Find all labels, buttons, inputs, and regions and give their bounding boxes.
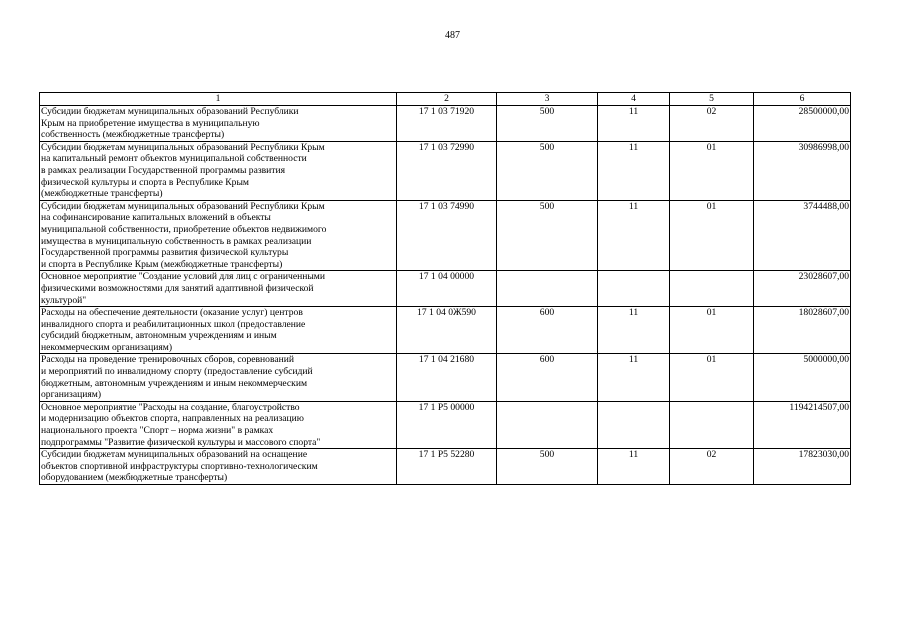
row-vr: 500 [497,141,598,200]
row-rz: 11 [598,200,670,271]
row-rz: 11 [598,307,670,354]
row-code: 17 1 04 00000 [397,271,497,307]
header-cell-5: 5 [670,93,754,106]
row-pr: 01 [670,354,754,401]
row-vr: 600 [497,307,598,354]
table-row [40,200,851,271]
row-pr [670,401,754,448]
row-name: Субсидии бюджетам муниципальных образований Республики Крым на софинансирование капитальных вложений в объекты муниципальной собственности, приобретение объектов недвижимого имущества в муниципальную собственность в рамках реализации Государственной программы развития физической культуры и спорта в Республике Крым (межбюджетные трансферты) [40,200,397,271]
row-name: Субсидии бюджетам муниципальных образований на оснащение объектов спортивной инфраструктуры спортивно-технологическим оборудованием (межбюджетные трансферты) [40,449,397,485]
header-cell-3: 3 [497,93,598,106]
header-cell-1: 1 [40,93,397,106]
table-row [40,271,851,307]
row-code: 17 1 04 21680 [397,354,497,401]
row-vr [497,271,598,307]
row-name: Субсидии бюджетам муниципальных образований Республики Крым на капитальный ремонт объектов муниципальной собственности в рамках реализации Государственной программы развития физической культуры и спорта в Республике Крым (межбюджетные трансферты) [40,141,397,200]
row-vr: 500 [497,449,598,485]
row-amount: 30986998,00 [754,141,851,200]
row-amount: 17823030,00 [754,449,851,485]
table-row [40,307,851,354]
row-amount: 23028607,00 [754,271,851,307]
row-pr [670,271,754,307]
row-name: Основное мероприятие "Создание условий для лиц с ограниченными физическими возможностями для занятий адаптивной физической культурой" [40,271,397,307]
header-cell-4: 4 [598,93,670,106]
row-amount: 5000000,00 [754,354,851,401]
budget-table [39,92,851,485]
row-vr: 500 [497,200,598,271]
row-code: 17 1 03 72990 [397,141,497,200]
row-name: Основное мероприятие "Расходы на создание, благоустройство и модернизацию объектов спорта, направленных на реализацию национального проекта "Спорт – норма жизни" в рамках подпрограммы "Развитие физической культуры и массового спорта" [40,401,397,448]
table-row [40,449,851,485]
table-row [40,141,851,200]
row-pr: 02 [670,449,754,485]
row-amount: 18028607,00 [754,307,851,354]
row-vr: 500 [497,106,598,142]
row-amount: 1194214507,00 [754,401,851,448]
row-pr: 01 [670,200,754,271]
row-pr: 02 [670,106,754,142]
row-code: 17 1 04 0Ж590 [397,307,497,354]
row-amount: 28500000,00 [754,106,851,142]
row-code: 17 1 P5 52280 [397,449,497,485]
row-name: Субсидии бюджетам муниципальных образований Республики Крым на приобретение имущества в муниципальную собственность (межбюджетные трансферты) [40,106,397,142]
row-name: Расходы на обеспечение деятельности (оказание услуг) центров инвалидного спорта и реабилитационных школ (предоставление субсидий бюджетным, автономным учреждениям и иным некоммерческим организациям) [40,307,397,354]
row-rz [598,401,670,448]
row-vr: 600 [497,354,598,401]
table-row [40,401,851,448]
row-rz: 11 [598,354,670,401]
row-code: 17 1 03 74990 [397,200,497,271]
row-name: Расходы на проведение тренировочных сборов, соревнований и мероприятий по инвалидному спорту (предоставление субсидий бюджетным, автономным учреждениям и иным некоммерческим организациям) [40,354,397,401]
header-row [40,93,851,106]
row-code: 17 1 P5 00000 [397,401,497,448]
row-rz [598,271,670,307]
row-rz: 11 [598,141,670,200]
header-cell-6: 6 [754,93,851,106]
table-row [40,106,851,142]
row-amount: 3744488,00 [754,200,851,271]
row-vr [497,401,598,448]
table-row [40,354,851,401]
row-code: 17 1 03 71920 [397,106,497,142]
page-number: 487 [445,30,460,41]
header-cell-2: 2 [397,93,497,106]
row-rz: 11 [598,449,670,485]
row-pr: 01 [670,307,754,354]
row-pr: 01 [670,141,754,200]
row-rz: 11 [598,106,670,142]
